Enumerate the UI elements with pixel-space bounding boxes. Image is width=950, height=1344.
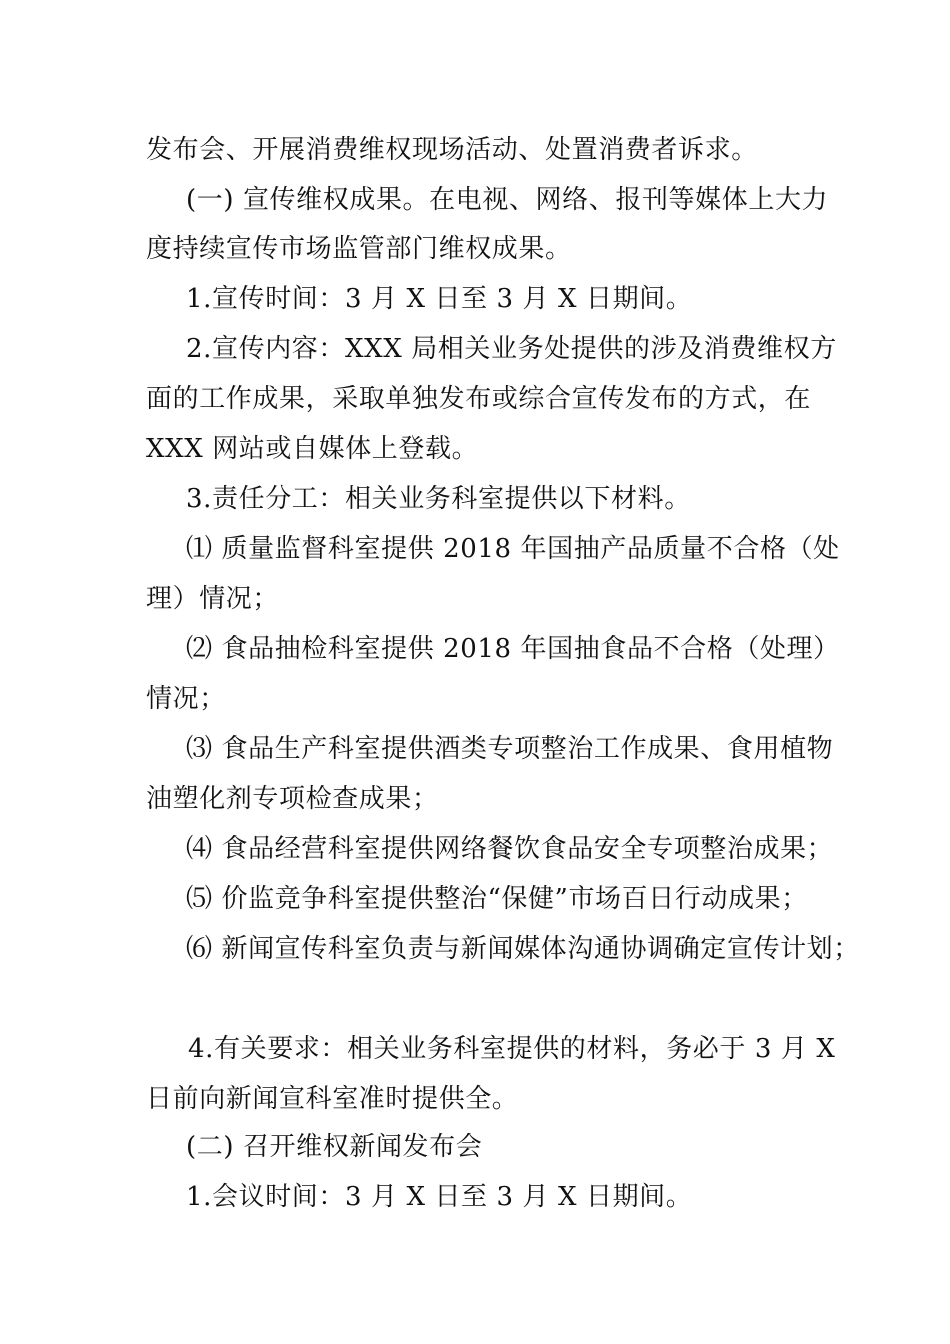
paragraph-line: 日前向新闻宣科室准时提供全。 (146, 1084, 519, 1114)
sub-list-item-line: ⑶ 食品生产科室提供酒类专项整治工作成果、食用植物 (186, 734, 834, 764)
list-item-line: 2.宣传内容：XXX 局相关业务处提供的涉及消费维权方 (186, 334, 837, 364)
sub-list-item-line: ⑸ 价监竞争科室提供整治“保健”市场百日行动成果； (186, 884, 808, 914)
list-item-line: 4.有关要求：相关业务科室提供的材料，务必于 3 月 X (188, 1034, 836, 1064)
list-item-line: 3.责任分工：相关业务科室提供以下材料。 (186, 484, 691, 514)
sub-list-item-line: ⑴ 质量监督科室提供 2018 年国抽产品质量不合格（处 (186, 534, 840, 564)
paragraph-line: 理）情况； (146, 584, 280, 614)
list-item-line: 1.宣传时间：3 月 X 日至 3 月 X 日期间。 (186, 284, 693, 314)
paragraph-line: 油塑化剂专项检查成果； (146, 784, 439, 814)
paragraph-line: 情况； (146, 684, 226, 714)
paragraph-line: XXX 网站或自媒体上登载。 (146, 434, 479, 464)
list-item-line: 1.会议时间：3 月 X 日至 3 月 X 日期间。 (186, 1182, 693, 1212)
section-heading-line: (二) 召开维权新闻发布会 (186, 1132, 483, 1162)
section-heading-line: (一) 宣传维权成果。在电视、网络、报刊等媒体上大力 (186, 185, 829, 215)
sub-list-item-line: ⑹ 新闻宣传科室负责与新闻媒体沟通协调确定宣传计划； (186, 934, 860, 964)
paragraph-line: 发布会、开展消费维权现场活动、处置消费者诉求。 (146, 135, 758, 165)
sub-list-item-line: ⑵ 食品抽检科室提供 2018 年国抽食品不合格（处理） (186, 634, 840, 664)
sub-list-item-line: ⑷ 食品经营科室提供网络餐饮食品安全专项整治成果； (186, 834, 834, 864)
paragraph-line: 面的工作成果，采取单独发布或综合宣传发布的方式，在 (146, 384, 812, 414)
paragraph-line: 度持续宣传市场监管部门维权成果。 (146, 234, 572, 264)
